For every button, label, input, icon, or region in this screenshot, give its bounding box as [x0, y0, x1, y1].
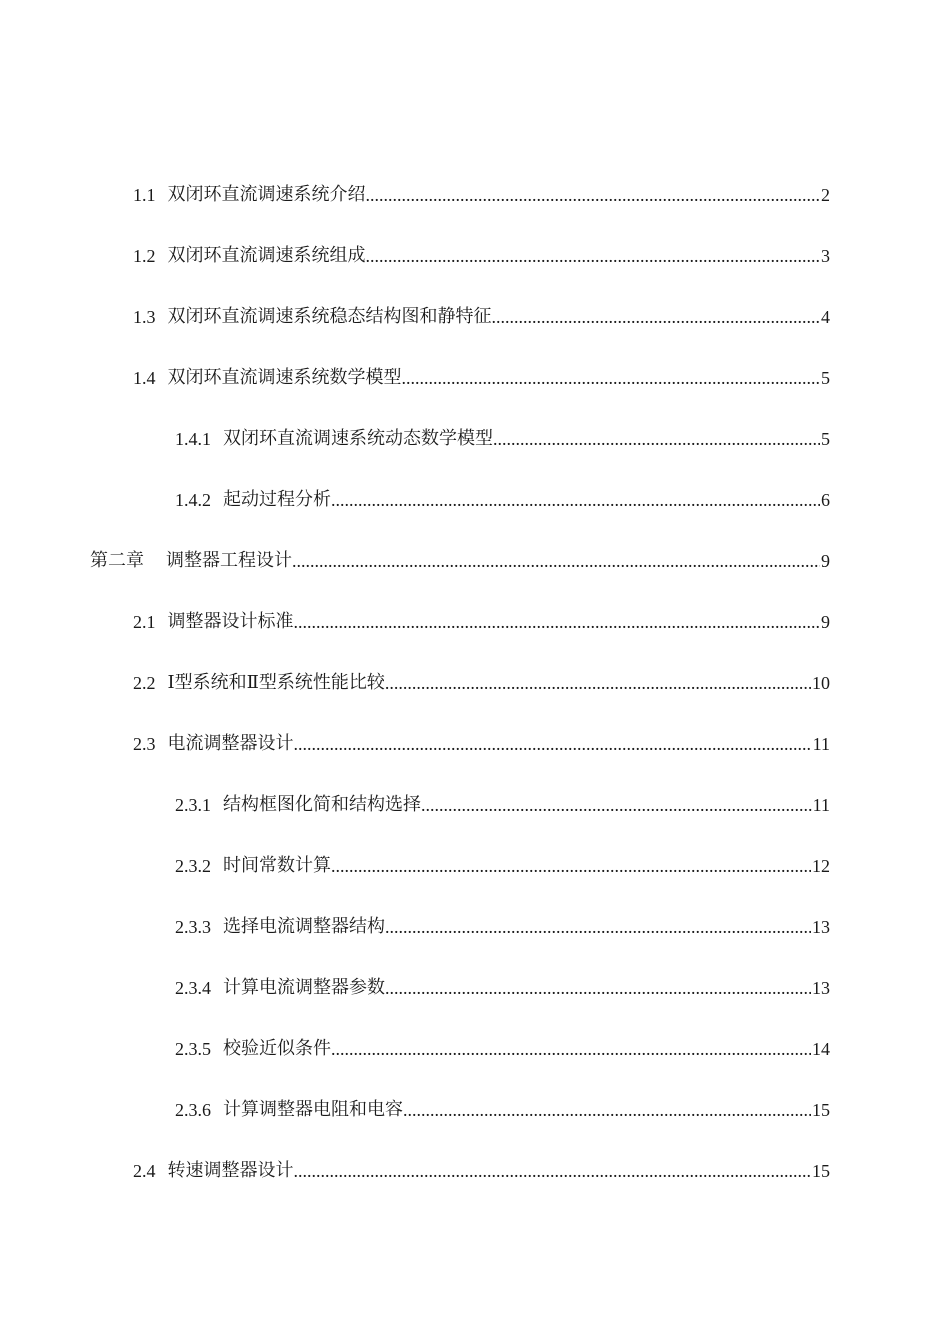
- toc-leader-dots: [294, 733, 812, 755]
- toc-entry-1-4-1[interactable]: [175, 420, 830, 450]
- toc-leader-dots: [385, 977, 811, 999]
- toc-leader-dots: [492, 306, 821, 328]
- toc-number: 1.4.1: [175, 429, 211, 449]
- toc-entry-1-3[interactable]: [133, 298, 830, 328]
- toc-entry-2-3[interactable]: [133, 725, 830, 755]
- toc-page-number: 6: [821, 490, 830, 510]
- toc-page-number: 13: [812, 917, 830, 937]
- toc-title: 双闭环直流调速系统动态数学模型: [223, 428, 493, 449]
- toc-page-number: 15: [812, 1161, 830, 1181]
- toc-title: 起动过程分析: [223, 489, 331, 510]
- toc-page-number: 12: [812, 856, 830, 876]
- toc-leader-dots: [331, 1038, 811, 1060]
- toc-title: 双闭环直流调速系统组成: [167, 245, 366, 266]
- toc-leader-dots: [366, 245, 821, 267]
- toc-number: 2.2: [133, 673, 156, 693]
- toc-leader-dots: [385, 916, 811, 938]
- toc-page-number: 15: [812, 1100, 830, 1120]
- toc-page-number: 9: [821, 612, 830, 632]
- toc-leader-dots: [294, 611, 821, 633]
- toc-entry-1-4-2[interactable]: [175, 481, 830, 511]
- toc-title: 转速调整器设计: [167, 1160, 294, 1181]
- toc-leader-dots: [493, 428, 820, 450]
- toc-number: 2.3.3: [175, 917, 211, 937]
- toc-title: 时间常数计算: [223, 855, 331, 876]
- toc-number: 2.3: [133, 734, 156, 754]
- toc-number: 2.3.6: [175, 1100, 211, 1120]
- toc-title: 计算电流调整器参数: [223, 977, 385, 998]
- toc-title: 调整器工程设计: [166, 550, 292, 571]
- toc-number: 1.2: [133, 246, 156, 266]
- toc-page-number: 4: [821, 307, 830, 327]
- toc-entry-2-3-3[interactable]: [175, 908, 830, 938]
- toc-title: Ⅰ型系统和Ⅱ型系统性能比较: [167, 672, 385, 693]
- toc-title: 双闭环直流调速系统数学模型: [167, 367, 402, 388]
- toc-leader-dots: [294, 1160, 812, 1182]
- toc-page-number: 9: [821, 551, 830, 571]
- toc-leader-dots: [292, 550, 820, 572]
- toc-page-number: 3: [821, 246, 830, 266]
- toc-number: 2.4: [133, 1161, 156, 1181]
- toc-page-number: 13: [812, 978, 830, 998]
- toc-title: 选择电流调整器结构: [223, 916, 385, 937]
- toc-number: 1.4: [133, 368, 156, 388]
- toc-entry-chapter-2[interactable]: [90, 542, 830, 572]
- toc-number: 2.3.5: [175, 1039, 211, 1059]
- toc-page-number: 14: [812, 1039, 830, 1059]
- toc-entry-2-3-5[interactable]: [175, 1030, 830, 1060]
- toc-title: 双闭环直流调速系统稳态结构图和静特征: [167, 306, 492, 327]
- toc-number: 1.1: [133, 185, 156, 205]
- toc-entry-2-3-1[interactable]: [175, 786, 830, 816]
- toc-page-number: 11: [812, 734, 830, 754]
- toc-number: 1.3: [133, 307, 156, 327]
- toc-number: 2.3.1: [175, 795, 211, 815]
- toc-entry-2-3-2[interactable]: [175, 847, 830, 877]
- toc-page-number: 5: [821, 429, 830, 449]
- toc-title: 校验近似条件: [223, 1038, 331, 1059]
- toc-entry-2-2[interactable]: [133, 664, 830, 694]
- toc-entry-2-4[interactable]: [133, 1152, 830, 1182]
- toc-number: 1.4.2: [175, 490, 211, 510]
- toc-leader-dots: [366, 184, 821, 206]
- toc-leader-dots: [331, 489, 820, 511]
- toc-entry-1-4[interactable]: [133, 359, 830, 389]
- toc-title: 电流调整器设计: [167, 733, 294, 754]
- toc-leader-dots: [402, 367, 821, 389]
- toc-entry-1-2[interactable]: [133, 237, 830, 267]
- toc-number: 2.1: [133, 612, 156, 632]
- toc-chapter-label: 第二章: [90, 550, 144, 571]
- toc-title: 双闭环直流调速系统介绍: [167, 184, 366, 205]
- toc-number: 2.3.2: [175, 856, 211, 876]
- toc-title: 调整器设计标准: [167, 611, 294, 632]
- toc-leader-dots: [403, 1099, 811, 1121]
- toc-leader-dots: [331, 855, 811, 877]
- toc-title: 结构框图化简和结构选择: [223, 794, 421, 815]
- toc-entry-2-3-4[interactable]: [175, 969, 830, 999]
- toc-title: 计算调整器电阻和电容: [223, 1099, 403, 1120]
- toc-number: 2.3.4: [175, 978, 211, 998]
- toc-page-number: 11: [812, 795, 830, 815]
- toc-page-number: 5: [821, 368, 830, 388]
- toc-entry-2-3-6[interactable]: [175, 1091, 830, 1121]
- toc-leader-dots: [421, 794, 812, 816]
- toc-entry-2-1[interactable]: [133, 603, 830, 633]
- toc-page-number: 2: [821, 185, 830, 205]
- toc-page-number: 10: [812, 673, 830, 693]
- toc-leader-dots: [385, 672, 811, 694]
- toc-entry-1-1[interactable]: [133, 176, 830, 206]
